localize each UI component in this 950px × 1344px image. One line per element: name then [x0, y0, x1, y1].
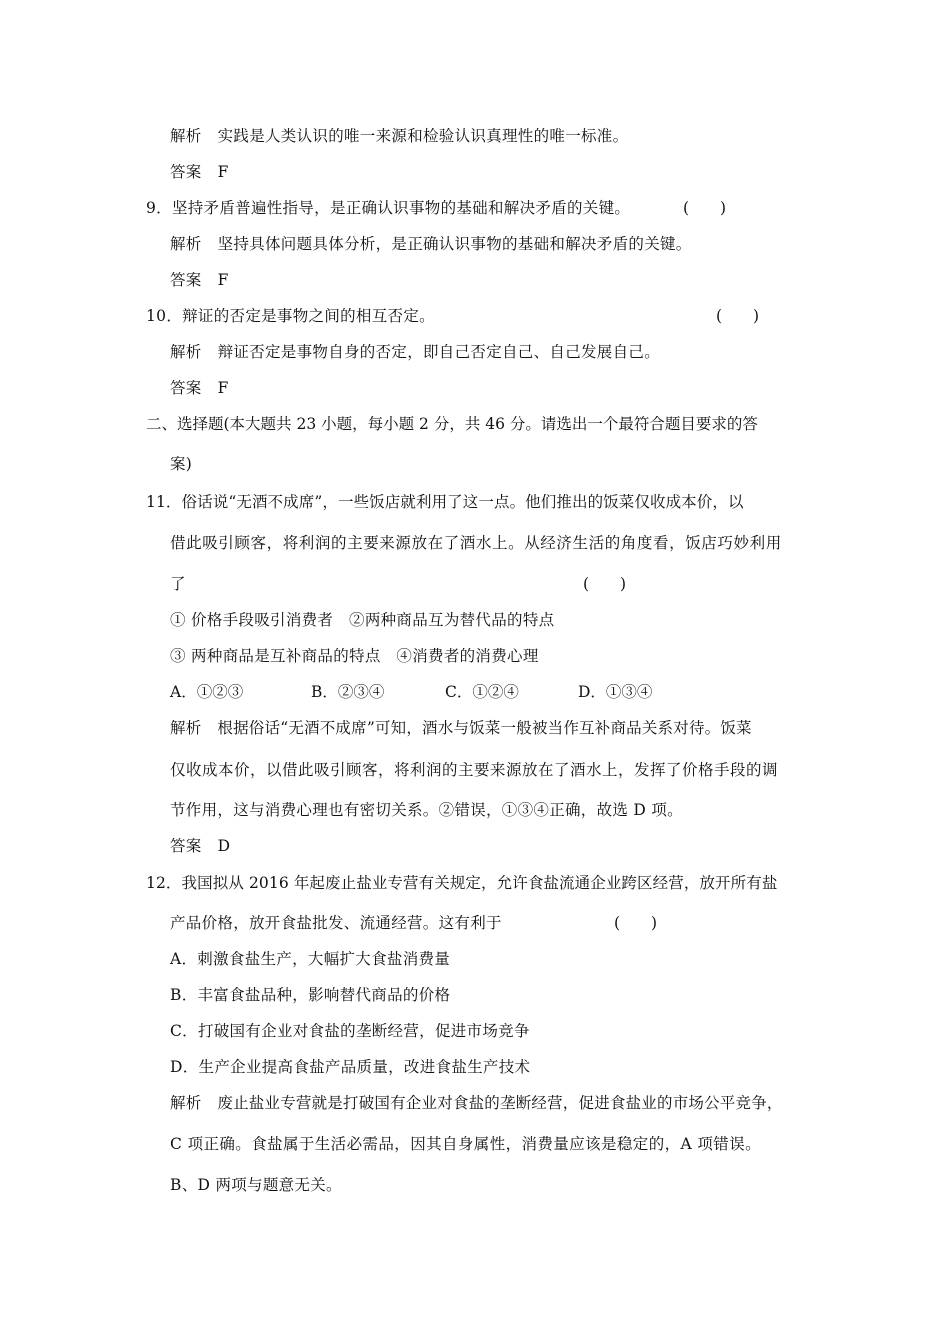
analysis-label: 解析: [170, 343, 202, 361]
answer-label: 答案: [170, 271, 202, 289]
q12-option-d: D．生产企业提高食盐产品质量，改进食盐生产技术: [170, 1058, 531, 1076]
answer-label: 答案: [170, 163, 202, 181]
q12-analysis-line-2: C 项正确。食盐属于生活必需品，因其自身属性，消费量应该是稳定的，A 项错误。: [170, 1135, 762, 1153]
q11-answer-blank: ( ): [583, 575, 627, 593]
q9-answer: 答案 F: [170, 271, 229, 289]
q10-analysis: 解析 辩证否定是事物自身的否定，即自己否定自己、自己发展自己。: [170, 343, 661, 361]
analysis-label: 解析: [170, 235, 202, 253]
answer-label: 答案: [170, 379, 202, 397]
q11-option-b: B．②③④: [311, 683, 385, 701]
q11-analysis-line-3: 节作用，这与消费心理也有密切关系。②错误，①③④正确，故选 D 项。: [170, 801, 683, 819]
answer-label: 答案: [170, 837, 202, 855]
q11-items-line-1: ① 价格手段吸引消费者 ②两种商品互为替代品的特点: [170, 611, 555, 629]
q12-analysis-line-3: B、D 两项与题意无关。: [170, 1176, 342, 1194]
q12-option-a: A．刺激食盐生产，大幅扩大食盐消费量: [170, 950, 451, 968]
q8-analysis: 解析 实践是人类认识的唯一来源和检验认识真理性的唯一标准。: [170, 127, 629, 145]
analysis-label: 解析: [170, 127, 202, 145]
q11-option-c: C．①②④: [445, 683, 519, 701]
q8-answer: 答案 F: [170, 163, 229, 181]
q12-stem-line-2: 产品价格，放开食盐批发、流通经营。这有利于: [170, 914, 502, 932]
q12-option-b: B．丰富食盐品种，影响替代商品的价格: [170, 986, 451, 1004]
q11-items-line-2: ③ 两种商品是互补商品的特点 ④消费者的消费心理: [170, 647, 539, 665]
q12-answer-blank: ( ): [614, 914, 658, 932]
q11-stem-line-2: 借此吸引顾客，将利润的主要来源放在了酒水上。从经济生活的角度看，饭店巧妙利用: [170, 534, 782, 552]
q11-option-a: A．①②③: [170, 683, 244, 701]
section-2-heading-cont: 案): [170, 455, 193, 473]
q9-answer-blank: ( ): [683, 199, 727, 217]
section-2-heading: 二、选择题(本大题共 23 小题，每小题 2 分，共 46 分。请选出一个最符合题目要求的答: [146, 415, 758, 433]
q10-stem: 10．辩证的否定是事物之间的相互否定。: [146, 307, 435, 325]
q11-stem-line-3: 了: [170, 575, 186, 593]
q10-answer: 答案 F: [170, 379, 229, 397]
q11-answer: 答案 D: [170, 837, 231, 855]
q9-stem: 9．坚持矛盾普遍性指导，是正确认识事物的基础和解决矛盾的关键。: [146, 199, 631, 217]
q9-analysis: 解析 坚持具体问题具体分析，是正确认识事物的基础和解决矛盾的关键。: [170, 235, 692, 253]
q12-option-c: C．打破国有企业对食盐的垄断经营，促进市场竞争: [170, 1022, 530, 1040]
q11-analysis-line-1: 解析 根据俗话“无酒不成席”可知，酒水与饭菜一般被当作互补商品关系对待。饭菜: [170, 719, 752, 737]
q11-option-d: D．①③④: [578, 683, 653, 701]
analysis-label: 解析: [170, 719, 202, 737]
q12-analysis-line-1: 解析 废止盐业专营就是打破国有企业对食盐的垄断经营，促进食盐业的市场公平竞争，: [170, 1094, 783, 1112]
q12-stem-line-1: 12．我国拟从 2016 年起废止盐业专营有关规定，允许食盐流通企业跨区经营，放开所有盐: [146, 874, 778, 892]
q10-answer-blank: ( ): [716, 307, 760, 325]
analysis-label: 解析: [170, 1094, 202, 1112]
q11-stem-line-1: 11．俗话说“无酒不成席”，一些饭店就利用了这一点。他们推出的饭菜仅收成本价，以: [146, 493, 744, 511]
q11-analysis-line-2: 仅收成本价，以借此吸引顾客，将利润的主要来源放在了酒水上，发挥了价格手段的调: [170, 761, 779, 779]
